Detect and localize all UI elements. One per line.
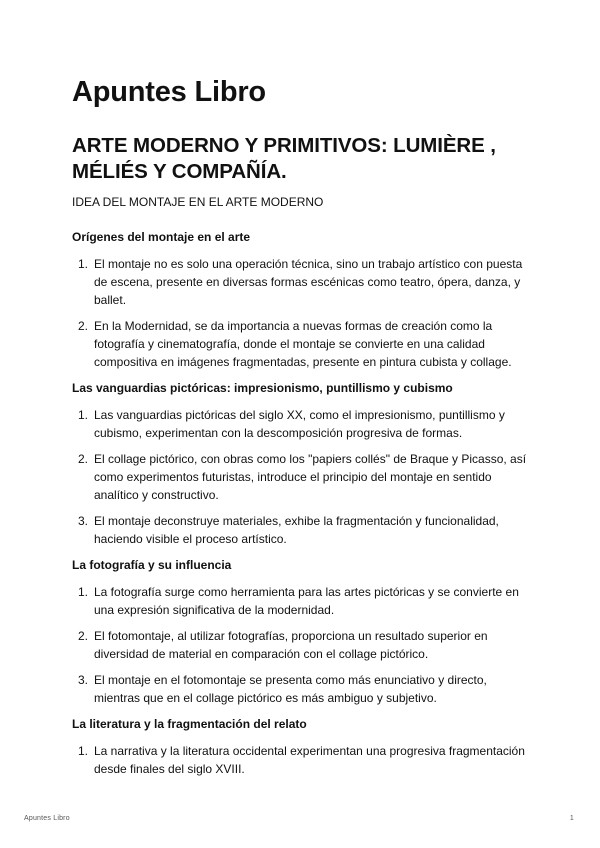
list-item xyxy=(72,406,528,442)
subtitle: IDEA DEL MONTAJE EN EL ARTE MODERNO xyxy=(72,195,324,209)
numbered-list xyxy=(72,742,528,778)
list-number: 1. xyxy=(78,257,89,271)
content xyxy=(72,228,528,786)
numbered-list xyxy=(72,255,528,371)
list-item-text: Las vanguardias pictóricas del siglo XX, como el impresionismo, puntillismo y cubismo, experimentan con la descomposición progresiva de formas. xyxy=(94,408,505,440)
numbered-list xyxy=(72,406,528,548)
page-number: 1 xyxy=(569,815,574,822)
list-number: 2. xyxy=(78,629,89,643)
list-item-text: El fotomontaje, al utilizar fotografías, proporciona un resultado superior en diversidad de material en comparación con el collage pictórico. xyxy=(94,629,488,661)
list-item xyxy=(72,583,528,619)
list-number: 1. xyxy=(78,408,89,422)
list-number: 3. xyxy=(78,514,89,528)
list-item-text: En la Modernidad, se da importancia a nuevas formas de creación como la fotografía y cinematografía, donde el montaje se convierte en una calidad compositiva en imágenes fragmentadas, presente en pintura cubista y collage. xyxy=(94,319,512,369)
list-item xyxy=(72,317,528,371)
list-item-text: El montaje no es solo una operación técnica, sino un trabajo artístico con puesta de escena, presente en diversas formas escénicas como teatro, ópera, danza, y ballet. xyxy=(94,257,523,307)
numbered-list xyxy=(72,583,528,707)
section-heading: Orígenes del montaje en el arte xyxy=(72,230,251,244)
list-item-text: El montaje deconstruye materiales, exhibe la fragmentación y funcionalidad, haciendo visible el proceso artístico. xyxy=(94,514,499,546)
footer-title: Apuntes Libro xyxy=(24,815,70,822)
list-number: 2. xyxy=(78,452,89,466)
list-number: 1. xyxy=(78,744,89,758)
list-item xyxy=(72,627,528,663)
list-item xyxy=(72,450,528,504)
list-number: 2. xyxy=(78,319,89,333)
document-title: Apuntes Libro xyxy=(72,76,266,108)
list-item xyxy=(72,512,528,548)
list-item-text: La narrativa y la literatura occidental experimentan una progresiva fragmentación desde finales del siglo XVIII. xyxy=(94,744,525,776)
list-item-text: La fotografía surge como herramienta para las artes pictóricas y se convierte en una expresión significativa de la modernidad. xyxy=(94,585,519,617)
section-heading: La literatura y la fragmentación del relato xyxy=(72,717,307,731)
section-heading: Las vanguardias pictóricas: impresionismo, puntillismo y cubismo xyxy=(72,381,453,395)
list-item-text: El montaje en el fotomontaje se presenta como más enunciativo y directo, mientras que en el collage pictórico es más ambiguo y subjetivo. xyxy=(94,673,487,705)
list-item xyxy=(72,742,528,778)
list-item xyxy=(72,671,528,707)
list-number: 3. xyxy=(78,673,89,687)
list-item xyxy=(72,255,528,309)
list-number: 1. xyxy=(78,585,89,599)
main-heading: ARTE MODERNO Y PRIMITIVOS: LUMIÈRE , MÉLIÉS Y COMPAÑÍA. xyxy=(72,134,496,183)
section-heading: La fotografía y su influencia xyxy=(72,558,232,572)
list-item-text: El collage pictórico, con obras como los "papiers collés" de Braque y Picasso, así como experimentos futuristas, introduce el principio del montaje en sentido analítico y constructivo. xyxy=(94,452,527,502)
